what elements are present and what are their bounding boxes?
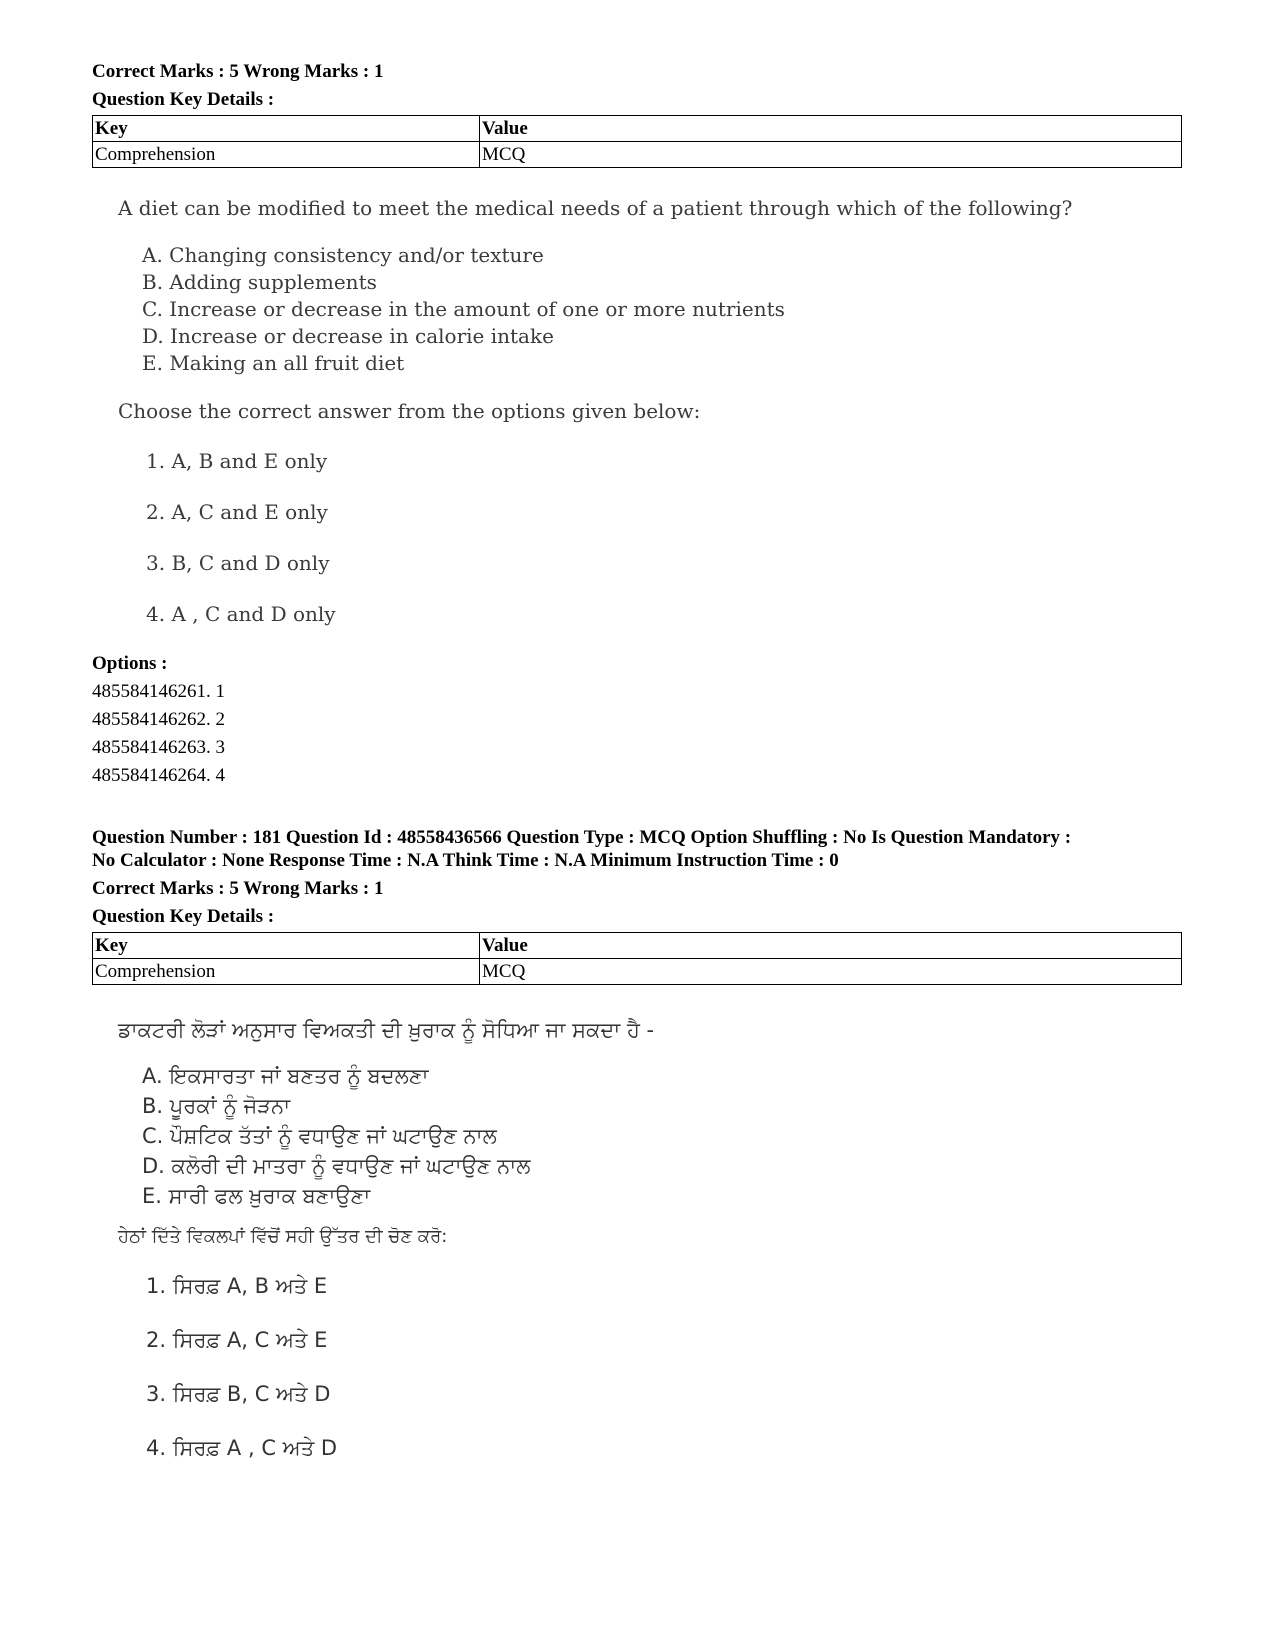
choice-item: 3. B, C and D only [146, 551, 330, 575]
statement-item: D. Increase or decrease in calorie intake [142, 324, 554, 348]
key-details-table [92, 932, 1182, 985]
choice-item: 4. A , C and D only [146, 602, 336, 626]
table-header-value: Value [480, 116, 1182, 142]
statement-item: C. Increase or decrease in the amount of one or more nutrients [142, 297, 785, 321]
key-details-label: Question Key Details : [92, 89, 275, 110]
statement-item: B. ਪੂਰਕਾਂ ਨੂੰ ਜੋੜਨਾ [142, 1094, 291, 1118]
statement-item: E. Making an all fruit diet [142, 351, 405, 375]
question-stem: ਡਾਕਟਰੀ ਲੋੜਾਂ ਅਨੁਸਾਰ ਵਿਅਕਤੀ ਦੀ ਖ਼ੁਰਾਕ ਨੂੰ ਸੋਧਿਆ ਜਾ ਸਕਦਾ ਹੈ - [118, 1018, 655, 1042]
options-label: Options : [92, 653, 168, 674]
statement-item: D. ਕਲੋਰੀ ਦੀ ਮਾਤਰਾ ਨੂੰ ਵਧਾਉਣ ਜਾਂ ਘਟਾਉਣ ਨਾਲ [142, 1154, 531, 1178]
option-line: 485584146261. 1 [92, 681, 225, 702]
table-cell-value: MCQ [480, 959, 1182, 985]
statement-list [118, 242, 1182, 377]
statement-list [118, 1061, 1182, 1211]
table-header-value: Value [480, 933, 1182, 959]
key-details-label: Question Key Details : [92, 906, 275, 927]
choice-item: 4. ਸਿਰਫ਼ A , C ਅਤੇ D [146, 1436, 338, 1460]
question-image-english [92, 194, 1182, 628]
document-page [92, 58, 1182, 1463]
table-header-row [93, 116, 1182, 142]
statement-item: B. Adding supplements [142, 270, 377, 294]
option-line: 485584146264. 4 [92, 765, 225, 786]
choice-item: 1. ਸਿਰਫ਼ A, B ਅਤੇ E [146, 1274, 328, 1298]
question-stem: A diet can be modified to meet the medical needs of a patient through which of the following? [118, 196, 1073, 220]
question-header-line: No Calculator : None Response Time : N.A Think Time : N.A Minimum Instruction Time : 0 [92, 850, 839, 871]
table-row [93, 142, 1182, 168]
statement-item: E. ਸਾਰੀ ਫਲ ਖ਼ੁਰਾਕ ਬਣਾਉਣਾ [142, 1184, 371, 1208]
options-section [92, 650, 1182, 790]
question-instruction: ਹੇਠਾਂ ਦਿੱਤੇ ਵਿਕਲਪਾਂ ਵਿੱਚੋਂ ਸਹੀ ਉੱਤਰ ਦੀ ਚੋਣ ਕਰੋ: [118, 1226, 448, 1247]
key-details-table [92, 115, 1182, 168]
option-line: 485584146263. 3 [92, 737, 225, 758]
statement-item: C. ਪੌਸ਼ਟਿਕ ਤੱਤਾਂ ਨੂੰ ਵਧਾਉਣ ਜਾਂ ਘਟਾਉਣ ਨਾਲ [142, 1124, 497, 1148]
question-181-header [92, 826, 1182, 872]
marks-line: Correct Marks : 5 Wrong Marks : 1 [92, 878, 384, 899]
choice-list [118, 447, 1182, 628]
choice-item: 1. A, B and E only [146, 449, 328, 473]
table-row [93, 959, 1182, 985]
table-cell-key: Comprehension [93, 959, 480, 985]
choice-item: 2. A, C and E only [146, 500, 328, 524]
table-header-row [93, 933, 1182, 959]
question-instruction: Choose the correct answer from the options given below: [118, 399, 701, 423]
option-line: 485584146262. 2 [92, 709, 225, 730]
choice-item: 3. ਸਿਰਫ਼ B, C ਅਤੇ D [146, 1382, 331, 1406]
question-header-line: Question Number : 181 Question Id : 48558436566 Question Type : MCQ Option Shuffling : No Is Question Mandatory : [92, 827, 1072, 848]
table-header-key: Key [93, 933, 480, 959]
statement-item: A. ਇਕਸਾਰਤਾ ਜਾਂ ਬਣਤਰ ਨੂੰ ਬਦਲਣਾ [142, 1064, 429, 1088]
marks-line: Correct Marks : 5 Wrong Marks : 1 [92, 61, 384, 82]
choice-item: 2. ਸਿਰਫ਼ A, C ਅਤੇ E [146, 1328, 328, 1352]
table-header-key: Key [93, 116, 480, 142]
choice-list [118, 1271, 1182, 1463]
table-cell-value: MCQ [480, 142, 1182, 168]
statement-item: A. Changing consistency and/or texture [142, 243, 544, 267]
question-image-punjabi [92, 1015, 1182, 1463]
table-cell-key: Comprehension [93, 142, 480, 168]
